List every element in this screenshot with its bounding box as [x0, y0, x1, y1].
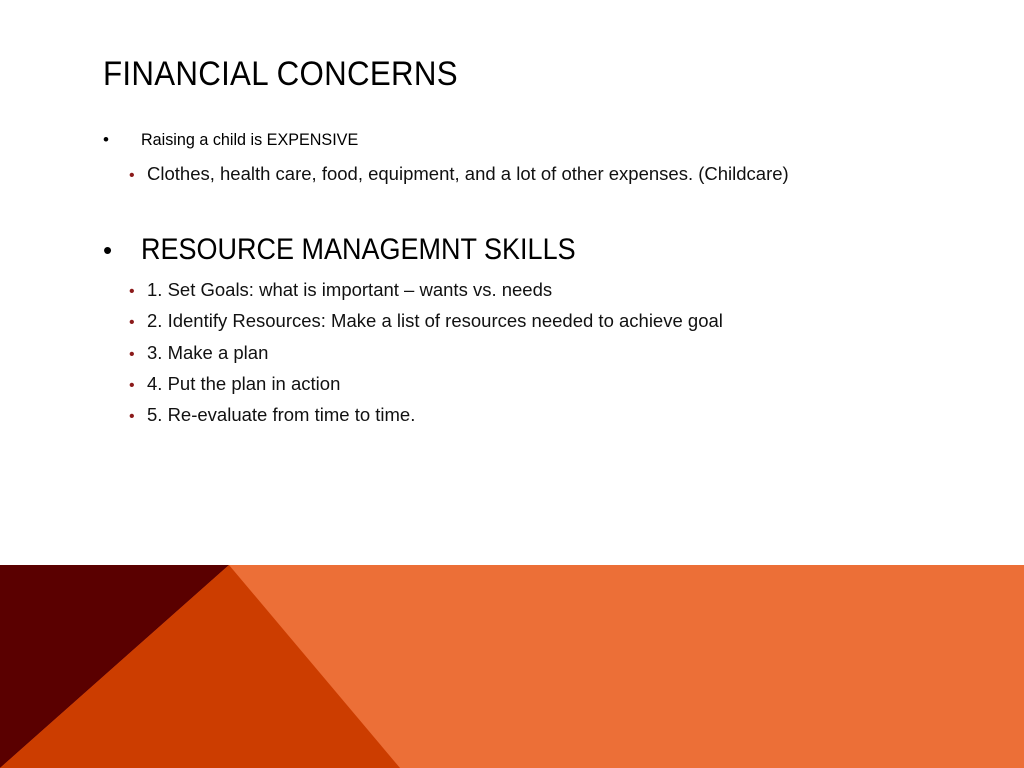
sub-bullet-text: 1. Set Goals: what is important – wants vs. needs [147, 279, 553, 300]
sub-bullet-step-3 [129, 342, 268, 364]
sub-bullet-icon: • [129, 283, 135, 300]
sub-bullet-icon: • [129, 408, 135, 425]
sub-bullet-icon: • [129, 346, 135, 363]
sub-bullet-step-1 [129, 279, 552, 301]
bullet-text: Raising a child is EXPENSIVE [141, 130, 359, 149]
bullet-text: RESOURCE MANAGEMNT SKILLS [141, 233, 576, 266]
sub-bullet-step-2 [129, 310, 723, 332]
sub-bullet-icon: • [129, 314, 135, 331]
bullet-icon: • [103, 130, 109, 149]
bullet-raising-child [103, 130, 370, 150]
sub-bullet-text: 2. Identify Resources: Make a list of resources needed to achieve goal [147, 310, 723, 331]
sub-bullet-expenses [129, 163, 789, 185]
sub-bullet-text: 3. Make a plan [147, 342, 269, 363]
sub-bullet-text: 5. Re-evaluate from time to time. [147, 404, 416, 425]
sub-bullet-step-4 [129, 373, 340, 395]
slide-title: FINANCIAL CONCERNS [103, 55, 458, 93]
sub-bullet-text: Clothes, health care, food, equipment, and a lot of other expenses. (Childcare) [147, 163, 789, 184]
sub-bullet-text: 4. Put the plan in action [147, 373, 341, 394]
sub-bullet-icon: • [129, 167, 135, 184]
sub-bullet-step-5 [129, 404, 415, 426]
sub-bullet-icon: • [129, 377, 135, 394]
bullet-resource-management [103, 233, 624, 267]
bullet-icon: • [103, 235, 113, 265]
decorative-footer [0, 565, 1024, 768]
